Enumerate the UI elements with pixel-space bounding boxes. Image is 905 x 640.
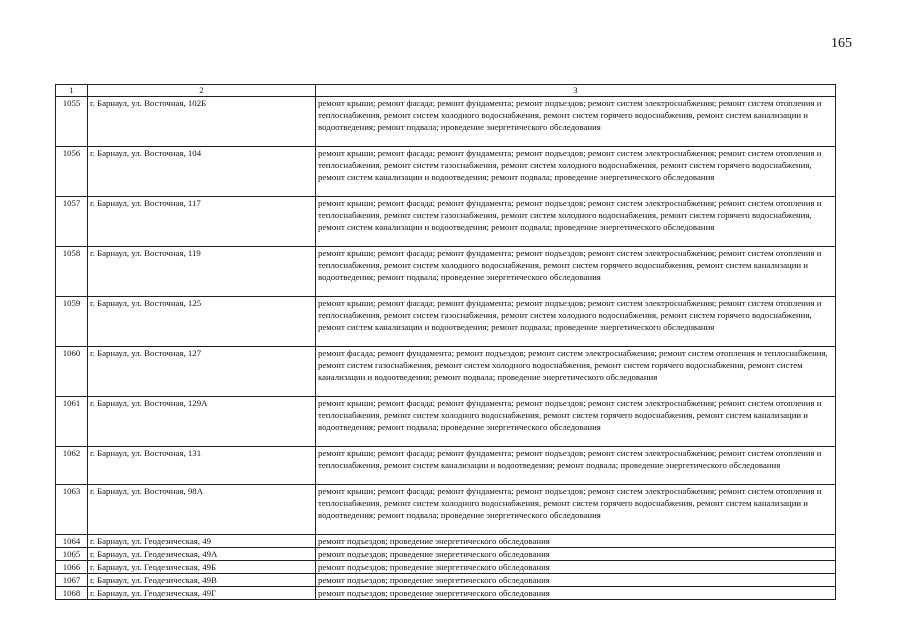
row-number: 1065 (56, 548, 88, 561)
row-address: г. Барнаул, ул. Восточная, 127 (88, 347, 316, 397)
row-number: 1066 (56, 561, 88, 574)
row-works: ремонт крыши; ремонт фасада; ремонт фундамента; ремонт подъездов; ремонт систем электроснабжения; ремонт систем отопления и теплоснабжения, ремонт систем газоснабжения, ремонт систем холодного водоснабжения, ремонт систем горячего водоснабжения, ремонт систем канализации и водоотведения; ремонт подвала; проведение энергетического обследования (316, 297, 836, 347)
row-number: 1061 (56, 397, 88, 447)
row-works: ремонт подъездов; проведение энергетического обследования (316, 587, 836, 600)
row-address: г. Барнаул, ул. Восточная, 129А (88, 397, 316, 447)
table-row (56, 548, 836, 561)
table-row (56, 397, 836, 447)
row-works: ремонт крыши; ремонт фасада; ремонт фундамента; ремонт подъездов; ремонт систем электроснабжения; ремонт систем отопления и теплоснабжения, ремонт систем холодного водоснабжения, ремонт систем горячего водоснабжения, ремонт систем канализации и водоотведения; ремонт подвала; проведение энергетического обследования (316, 485, 836, 535)
row-number: 1059 (56, 297, 88, 347)
row-works: ремонт крыши; ремонт фасада; ремонт фундамента; ремонт подъездов; ремонт систем электроснабжения; ремонт систем отопления и теплоснабжения, ремонт систем газоснабжения, ремонт систем холодного водоснабжения, ремонт систем горячего водоснабжения, ремонт систем канализации и водоотведения; ремонт подвала; проведение энергетического обследования (316, 147, 836, 197)
row-works: ремонт подъездов; проведение энергетического обследования (316, 561, 836, 574)
row-address: г. Барнаул, ул. Восточная, 117 (88, 197, 316, 247)
table-row (56, 97, 836, 147)
row-address: г. Барнаул, ул. Восточная, 104 (88, 147, 316, 197)
row-works: ремонт фасада; ремонт фундамента; ремонт подъездов; ремонт систем электроснабжения; ремонт систем отопления и теплоснабжения, ремонт систем газоснабжения, ремонт систем холодного водоснабжения, ремонт систем горячего водоснабжения, ремонт систем канализации и водоотведения; ремонт подвала; проведение энергетического обследования (316, 347, 836, 397)
table-row (56, 561, 836, 574)
row-works: ремонт подъездов; проведение энергетического обследования (316, 535, 836, 548)
row-works: ремонт крыши; ремонт фасада; ремонт фундамента; ремонт подъездов; ремонт систем электроснабжения; ремонт систем отопления и теплоснабжения, ремонт систем холодного водоснабжения, ремонт систем горячего водоснабжения, ремонт систем канализации и водоотведения; ремонт подвала; проведение энергетического обследования (316, 397, 836, 447)
row-works: ремонт подъездов; проведение энергетического обследования (316, 574, 836, 587)
table-row (56, 247, 836, 297)
table-row (56, 147, 836, 197)
row-works: ремонт крыши; ремонт фасада; ремонт фундамента; ремонт подъездов; ремонт систем электроснабжения; ремонт систем отопления и теплоснабжения, ремонт систем холодного водоснабжения, ремонт систем горячего водоснабжения, ремонт систем канализации и водоотведения; ремонт подвала; проведение энергетического обследования (316, 247, 836, 297)
table-row (56, 347, 836, 397)
row-address: г. Барнаул, ул. Восточная, 102Б (88, 97, 316, 147)
row-address: г. Барнаул, ул. Восточная, 119 (88, 247, 316, 297)
row-number: 1057 (56, 197, 88, 247)
table-row (56, 297, 836, 347)
repair-table (55, 84, 836, 600)
table-row (56, 587, 836, 600)
row-number: 1056 (56, 147, 88, 197)
row-number: 1060 (56, 347, 88, 397)
row-number: 1067 (56, 574, 88, 587)
header-col-1: 1 (56, 85, 88, 97)
table-row (56, 447, 836, 485)
header-col-2: 2 (88, 85, 316, 97)
row-works: ремонт крыши; ремонт фасада; ремонт фундамента; ремонт подъездов; ремонт систем электроснабжения; ремонт систем отопления и теплоснабжения, ремонт систем канализации и водоотведения; ремонт подвала; проведение энергетического обследования (316, 447, 836, 485)
row-works: ремонт подъездов; проведение энергетического обследования (316, 548, 836, 561)
row-number: 1055 (56, 97, 88, 147)
row-number: 1064 (56, 535, 88, 548)
row-number: 1068 (56, 587, 88, 600)
table-row (56, 535, 836, 548)
row-number: 1062 (56, 447, 88, 485)
header-col-3: 3 (316, 85, 836, 97)
row-address: г. Барнаул, ул. Восточная, 98А (88, 485, 316, 535)
row-number: 1063 (56, 485, 88, 535)
row-address: г. Барнаул, ул. Геодезическая, 49А (88, 548, 316, 561)
row-address: г. Барнаул, ул. Геодезическая, 49Г (88, 587, 316, 600)
row-address: г. Барнаул, ул. Геодезическая, 49В (88, 574, 316, 587)
row-number: 1058 (56, 247, 88, 297)
row-address: г. Барнаул, ул. Восточная, 125 (88, 297, 316, 347)
header-row (56, 85, 836, 97)
table-row (56, 197, 836, 247)
table-row (56, 574, 836, 587)
row-works: ремонт крыши; ремонт фасада; ремонт фундамента; ремонт подъездов; ремонт систем электроснабжения; ремонт систем отопления и теплоснабжения, ремонт систем холодного водоснабжения, ремонт систем горячего водоснабжения, ремонт систем канализации и водоотведения; ремонт подвала; проведение энергетического обследования (316, 97, 836, 147)
page-number: 165 (831, 36, 852, 51)
row-address: г. Барнаул, ул. Геодезическая, 49 (88, 535, 316, 548)
row-address: г. Барнаул, ул. Восточная, 131 (88, 447, 316, 485)
table-row (56, 485, 836, 535)
row-works: ремонт крыши; ремонт фасада; ремонт фундамента; ремонт подъездов; ремонт систем электроснабжения; ремонт систем отопления и теплоснабжения, ремонт систем газоснабжения, ремонт систем холодного водоснабжения, ремонт систем горячего водоснабжения, ремонт систем канализации и водоотведения; ремонт подвала; проведение энергетического обследования (316, 197, 836, 247)
row-address: г. Барнаул, ул. Геодезическая, 49Б (88, 561, 316, 574)
